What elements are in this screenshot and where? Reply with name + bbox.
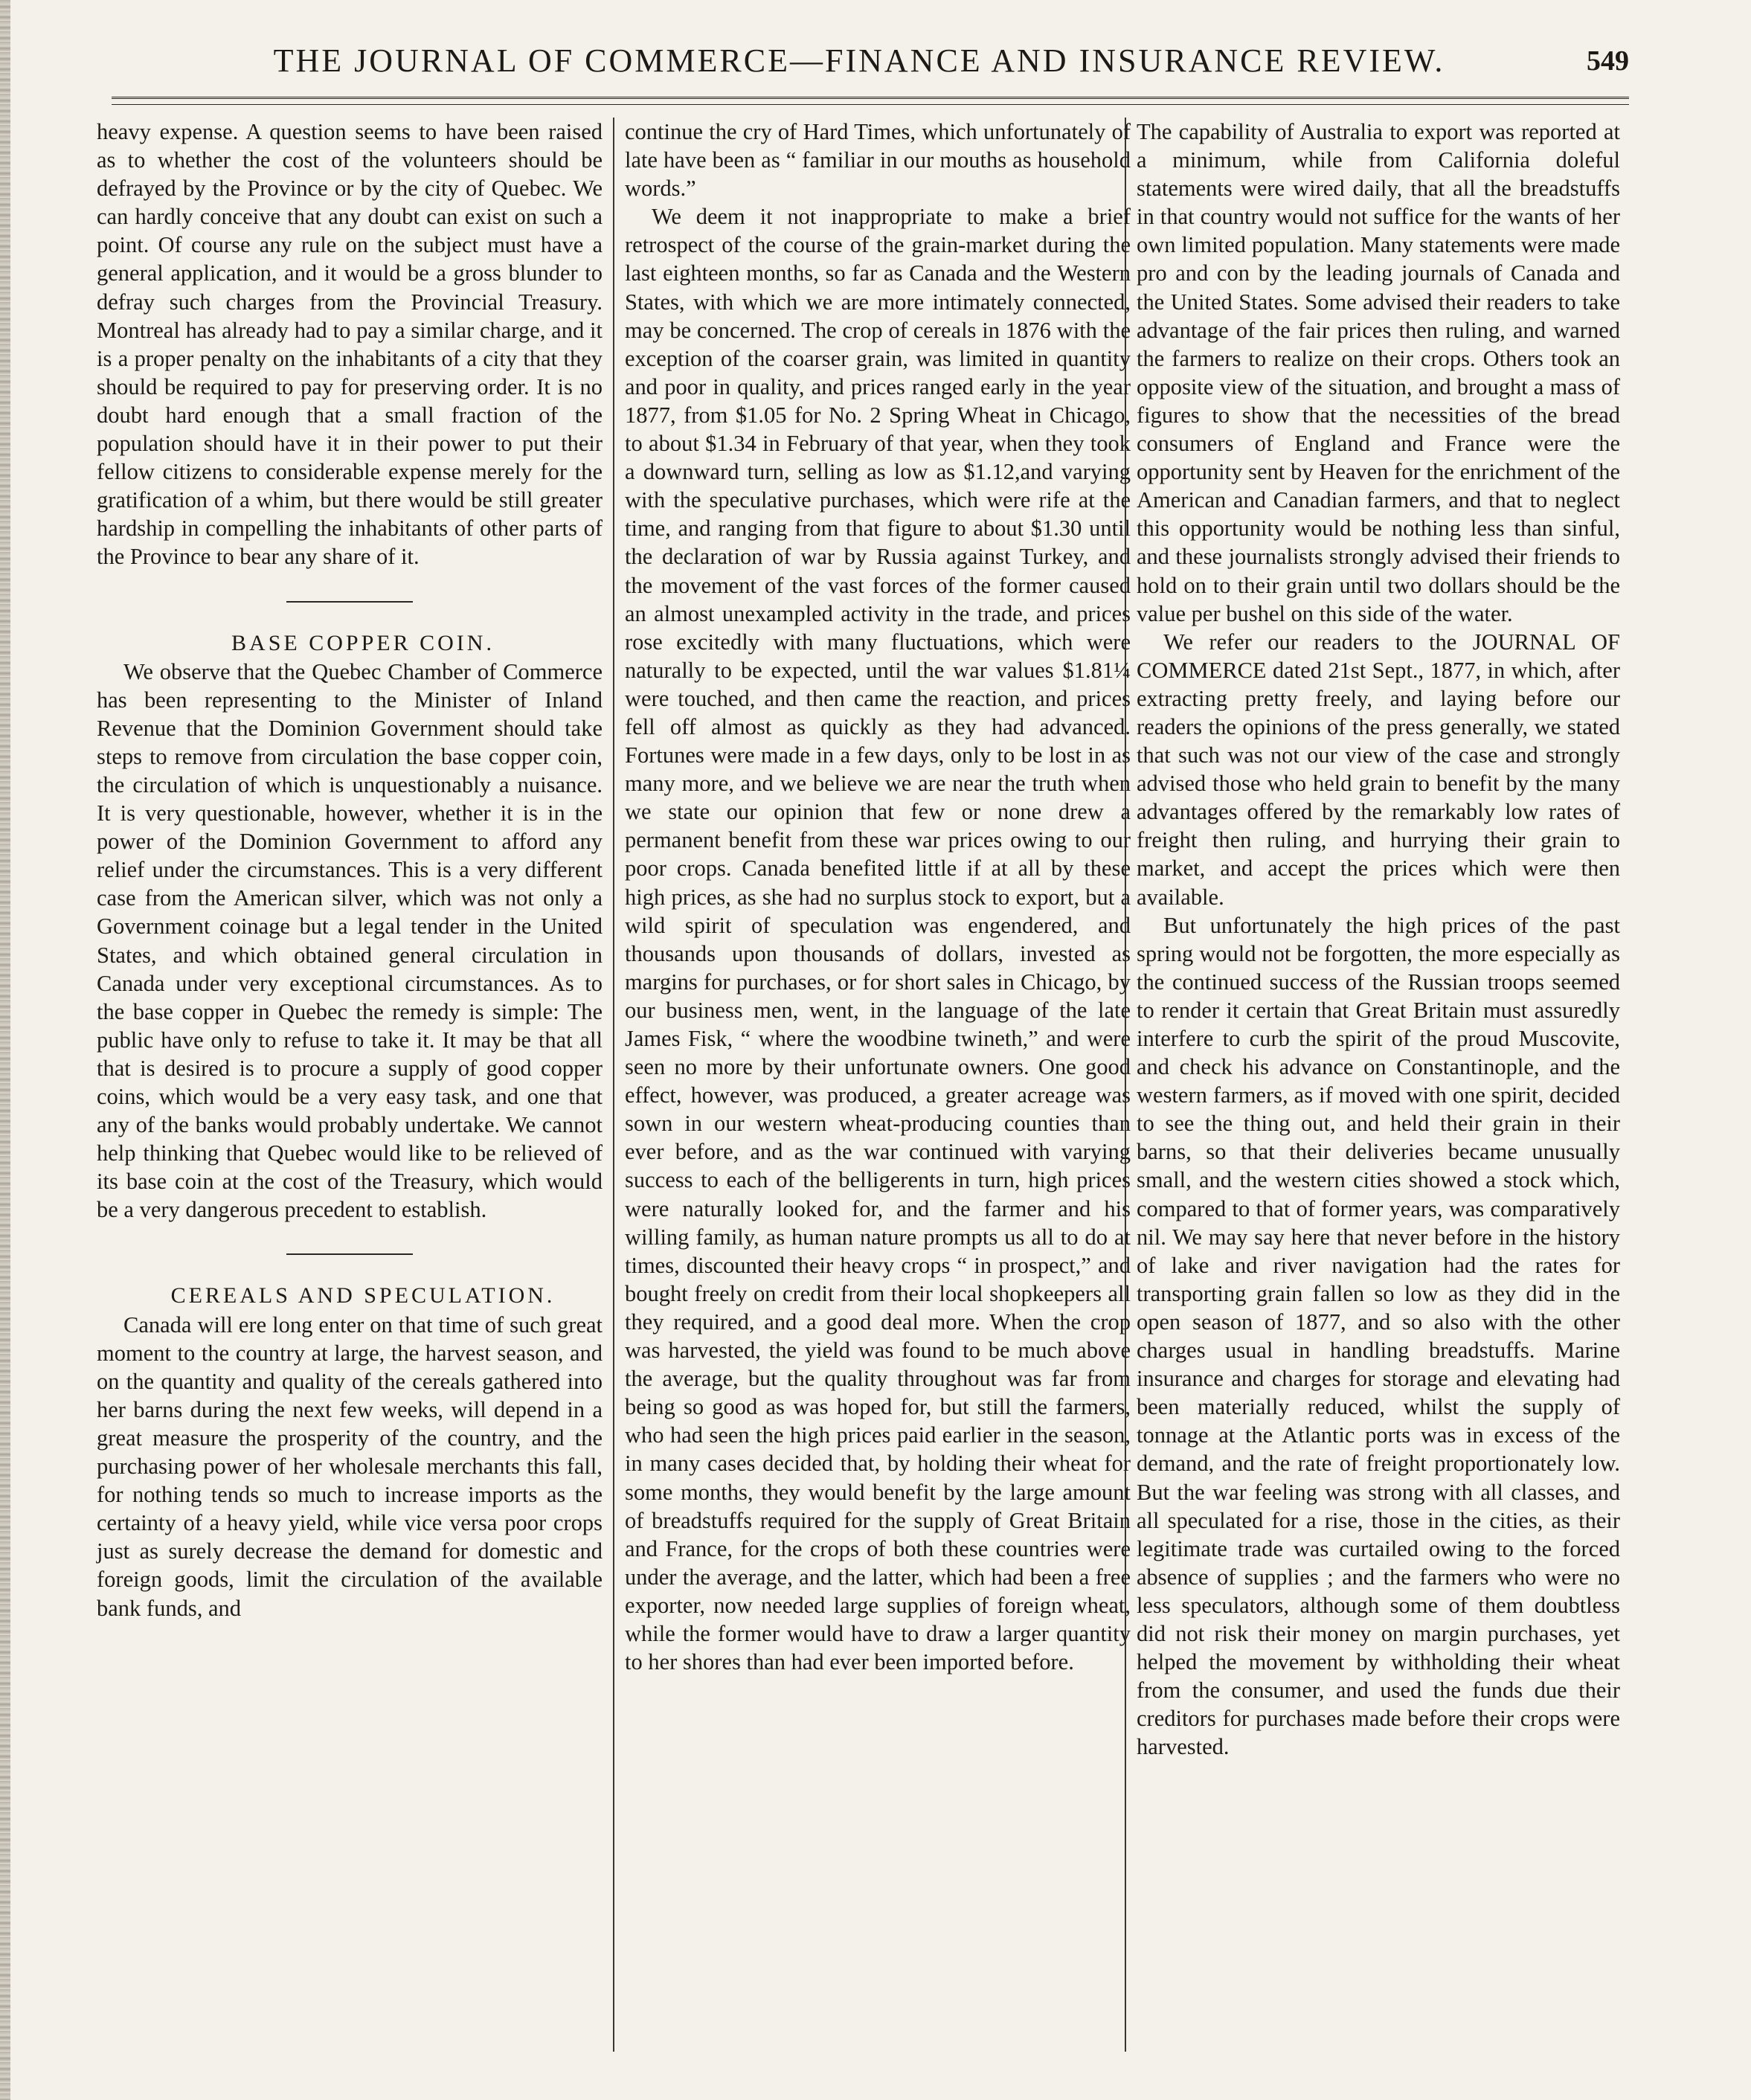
- paragraph: We observe that the Quebec Chamber of Commerce has been representing to the Minister of Inland Revenue that the Dominion Government should take steps to remove from circulation the base copper coin, the circulation of which is unquestionably a nuisance. It is very questionable, however, whether it is in the power of the Dominion Government to afford any relief under the circumstances. This is a very different case from the American silver, which was not only a Government coinage but a legal tender in the United States, and which obtained general circulation in Canada under very exceptional circumstances. As to the base copper in Quebec the remedy is simple: The public have only to refuse to take it. It may be that all that is desired is to procure a supply of good copper coins, which would be a very easy task, and one that any of the banks would probably undertake. We cannot help thinking that Quebec would like to be relieved of its base coin at the cost of the Treasury, which would be a very dangerous precedent to establish.: [97, 658, 603, 1223]
- paragraph: continue the cry of Hard Times, which unfortunately of late have been as “ familiar in our mouths as household words.”: [625, 119, 1131, 202]
- column-2: [625, 118, 1131, 2052]
- section-divider: [286, 601, 413, 603]
- section-heading: BASE COPPER COIN.: [231, 630, 495, 655]
- paragraph: We deem it not inappropriate to make a brief retrospect of the course of the grain-market during the last eighteen months, so far as Canada and the Western States, with which we are more intimately connected, may be concerned. The crop of cereals in 1876 with the exception of the coarser grain, was limited in quantity and poor in quality, and prices ranged early in the year 1877, from $1.05 for No. 2 Spring Wheat in Chicago, to about $1.34 in February of that year, when they took a downward turn, selling as low as $1.12,and varying with the speculative purchases, which were rife at the time, and ranging from that figure to about $1.30 until the declaration of war by Russia against Turkey, and the movement of the vast forces of the former caused an almost unexampled activity in the trade, and prices rose excitedly with many fluctuations, which were naturally to be expected, until the war values $1.81¼ were touched, and then came the reaction, and prices fell off almost as quickly as they had advanced. Fortunes were made in a few days, only to be lost in as many more, and we believe we are near the truth when we state our opinion that few or none drew a permanent benefit from these war prices owing to our poor crops. Canada benefited little if at all by these high prices, as she had no surplus stock to export, but a wild spirit of speculation was engendered, and thousands upon thousands of dollars, invested as margins for purchases, or for short sales in Chicago, by our business men, went, in the language of the late James Fisk, “ where the woodbine twineth,” and were seen no more by their unfortunate owners. One good effect, however, was produced, a greater acreage was sown in our western wheat-producing counties than ever before, and as the war continued with varying success to each of the belligerents in turn, high prices were naturally looked for, and the farmer and his willing family, as human nature prompts us all to do at times, discounted their heavy crops “ in prospect,” and bought freely on credit from their local shopkeepers all they required, and a good deal more. When the crop was harvested, the yield was found to be much above the average, but the quality throughout was far from being so good as was hoped for, but still the farmers, who had seen the high prices paid earlier in the season, in many cases decided that, by holding their wheat for some months, they would benefit by the large amount of breadstuffs required for the supply of Great Britain and France, for the crops of both these countries were under the average, and the latter, which had been a free exporter, now needed large supplies of foreign wheat, while the former would have to draw a larger quantity to her shores than had ever been imported before.: [625, 204, 1131, 1675]
- column-divider: [613, 118, 614, 2052]
- paragraph: But unfortunately the high prices of the past spring would not be forgotten, the more especially as the continued success of the Russian troops seemed to render it certain that Great Britain must assuredly interfere to curb the spirit of the proud Muscovite, and check his advance on Constantinople, and the western farmers, as if moved with one spirit, decided to see the thing out, and held their grain in their barns, so that their deliveries became unusually small, and the western cities showed a stock which, compared to that of former years, was comparatively nil. We may say here that never before in the history of lake and river navigation had the rates for transporting grain fallen so low as they did in the open season of 1877, and so also with the other charges usual in handling breadstuffs. Marine insurance and charges for storage and elevating had been materially reduced, whilst the supply of tonnage at the Atlantic ports was in excess of the demand, and the rate of freight proportionately low. But the war feeling was strong with all classes, and all speculated for a rise, those in the cities, as their legitimate trade was curtailed owing to the forced absence of supplies ; and the farmers who were no less speculators, although some of them doubtless did not risk their money on margin purchases, yet helped the movement by withholding their wheat from the consumer, and used the funds due their creditors for purchases made before their crops were harvested.: [1137, 912, 1620, 1760]
- paragraph: Canada will ere long enter on that time of such great moment to the country at large, the harvest season, and on the quantity and quality of the cereals gathered into her barns during the next few weeks, will depend in a great measure the prosperity of the country, and the purchasing power of her wholesale merchants this fall, for nothing tends so much to increase imports as the certainty of a heavy yield, while vice versa poor crops just as surely decrease the demand for domestic and foreign goods, limit the circulation of the available bank funds, and: [97, 1311, 603, 1621]
- paragraph: We refer our readers to the JOURNAL OF COMMERCE dated 21st Sept., 1877, in which, after extracting pretty freely, and laying before our readers the opinions of the press generally, we stated that such was not our view of the case and strongly advised those who held grain to benefit by the many advantages offered by the remarkably low rates of freight then ruling, and hurrying their grain to market, and accept the prices which were then available.: [1137, 629, 1620, 910]
- paragraph: The capability of Australia to export was reported at a minimum, while from California doleful statements were wired daily, that all the breadstuffs in that country would not suffice for the wants of her own limited population. Many statements were made pro and con by the leading journals of Canada and the United States. Some advised their readers to take advantage of the fair prices then ruling, and warned the farmers to realize on their crops. Others took an opposite view of the situation, and brought a mass of figures to show that the necessities of the bread consumers of England and France were the opportunity sent by Heaven for the enrichment of the American and Canadian farmers, and that to neglect this opportunity would be nothing less than sinful, and these journalists strongly advised their friends to hold on to their grain until two dollars should be the value per bushel on this side of the water.: [1137, 119, 1620, 626]
- header-rule-thin: [112, 104, 1629, 105]
- paragraph: heavy expense. A question seems to have been raised as to whether the cost of the volunteers should be defrayed by the Province or by the city of Quebec. We can hardly conceive that any doubt can exist on such a point. Of course any rule on the subject must have a general application, and it would be a gross blunder to defray such charges from the Provincial Treasury. Montreal has already had to pay a similar charge, and it is a proper penalty on the inhabitants of a city that they should be required to pay for preserving order. It is no doubt hard enough that a small fraction of the population should have it in their power to put their fellow citizens to considerable expense merely for the gratification of a whim, but there would be still greater hardship in compelling the inhabitants of other parts of the Province to bear any share of it.: [97, 119, 603, 570]
- section-divider: [286, 1253, 413, 1255]
- header-rule: [112, 97, 1629, 99]
- scan-binding-edge: [0, 0, 10, 2100]
- column-3: [1137, 118, 1620, 2052]
- page-header: [97, 42, 1629, 86]
- column-1: [97, 118, 603, 2052]
- page-number: 549: [1587, 45, 1629, 77]
- section-heading: CEREALS AND SPECULATION.: [170, 1283, 556, 1309]
- running-title: THE JOURNAL OF COMMERCE—FINANCE AND INSURANCE REVIEW.: [273, 42, 1445, 79]
